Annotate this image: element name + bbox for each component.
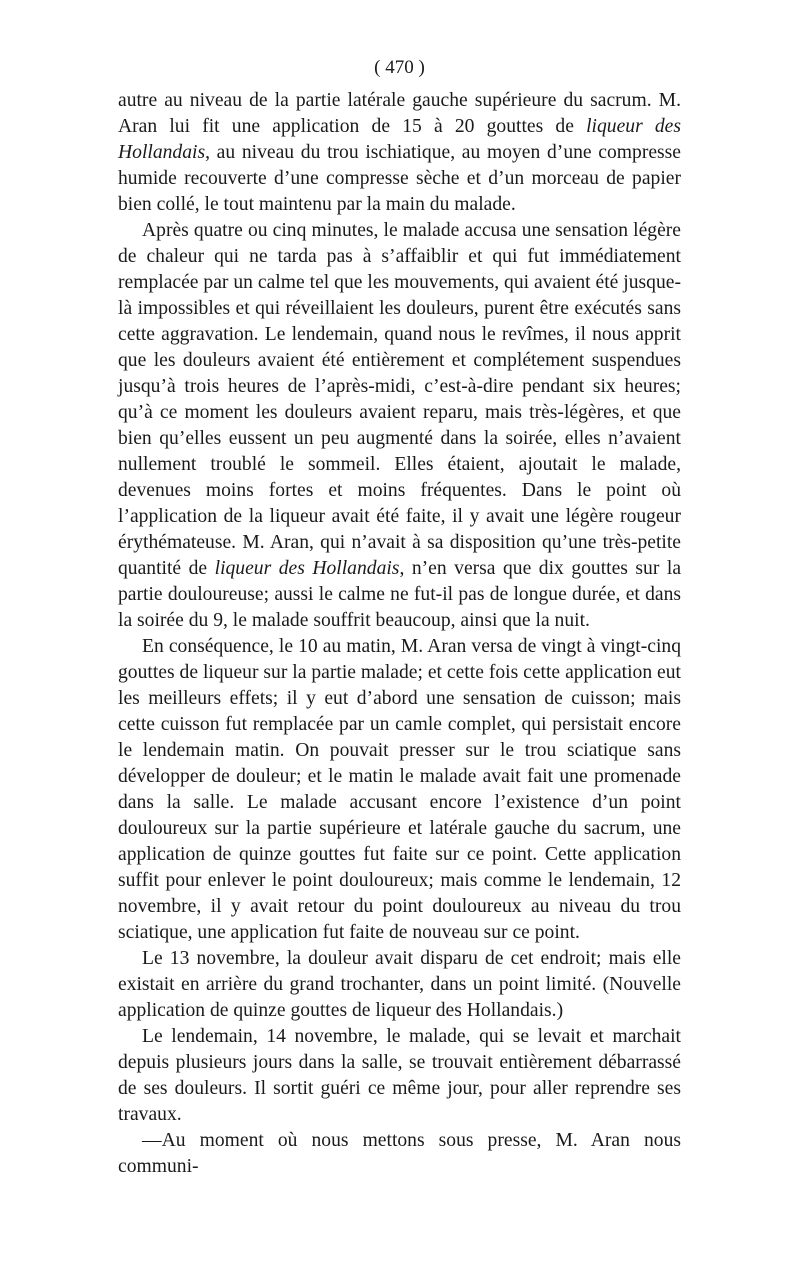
- paragraph-6-text: —Au moment où nous mettons sous presse, M. Aran nous communi-: [118, 1130, 681, 1177]
- paragraph-2-text-2: , n’en versa que dix gouttes sur la partie douloureuse; aussi le calme ne fut-il pas de longue durée, et dans la soirée du 9, le malade souffrit beaucoup, ainsi que la nuit.: [118, 558, 682, 631]
- paragraph-1-italic-term: liqueur des Hollandais: [118, 116, 681, 163]
- paragraph-2-text-1: Après quatre ou cinq minutes, le malade accusa une sensation légère de chaleur qui ne tarda pas à s’affaiblir et qui fut immédiatement remplacée par un calme tel que les mouvements, qui avaient été jusque-là impossibles et qui réveillaient les douleurs, purent être exécutés sans cette aggravation. Le lendemain, quand nous le revîmes, il nous apprit que les douleurs avaient été entièrement et complétement suspendues jusqu’à trois heures de l’après-midi, c’est-à-dire pendant six heures; qu’à ce moment les douleurs avaient reparu, mais très-légères, et que bien qu’elles eussent un peu augmenté dans la soirée, elles n’avaient nullement troublé le sommeil. Elles étaient, ajoutait le malade, devenues moins fortes et moins fréquentes. Dans le point où l’application de la liqueur avait été faite, il y avait une légère rougeur érythémateuse. M. Aran, qui n’avait à sa disposition qu’une très-petite quantité de: [118, 220, 681, 579]
- book-page: [118, 56, 681, 1180]
- paragraph-2-italic-term: liqueur des Hollandais: [214, 558, 400, 579]
- paragraph-1: [118, 88, 681, 218]
- paragraph-3-text: En conséquence, le 10 au matin, M. Aran versa de vingt à vingt-cinq gouttes de liqueur sur la partie malade; et cette fois cette application eut les meilleurs effets; il y eut d’abord une sensation de cuisson; mais cette cuisson fut remplacée par un camle complet, qui persistait encore le lendemain matin. On pouvait presser sur le trou sciatique sans développer de douleur; et le matin le malade avait fait une promenade dans la salle. Le malade accusant encore l’existence d’un point douloureux sur la partie supérieure et latérale gauche du sacrum, une application de quinze gouttes fut faite sur ce point. Cette application suffit pour enlever le point douloureux; mais comme le lendemain, 12 novembre, il y avait retour du point douloureux au niveau du trou sciatique, une application fut faite de nouveau sur ce point.: [118, 636, 681, 943]
- paragraph-4-text: Le 13 novembre, la douleur avait disparu de cet endroit; mais elle existait en arrière du grand trochanter, dans un point limité. (Nouvelle application de quinze gouttes de liqueur des Hollandais.): [118, 948, 681, 1021]
- paragraph-1-text-2: , au niveau du trou ischiatique, au moyen d’une compresse humide recouverte d’une compresse sèche et d’un morceau de papier bien collé, le tout maintenu par la main du malade.: [118, 142, 681, 215]
- paragraph-1-text-1: autre au niveau de la partie latérale gauche supérieure du sacrum. M. Aran lui fit une application de 15 à 20 gouttes de: [118, 90, 681, 137]
- page-number: ( 470 ): [374, 57, 425, 78]
- paragraph-5-text: Le lendemain, 14 novembre, le malade, qui se levait et marchait depuis plusieurs jours dans la salle, se trouvait entièrement débarrassé de ses douleurs. Il sortit guéri ce même jour, pour aller reprendre ses travaux.: [118, 1026, 681, 1125]
- paragraph-6: [118, 1128, 681, 1180]
- paragraph-3: [118, 634, 681, 946]
- paragraph-2: [118, 218, 681, 634]
- paragraph-4: [118, 946, 681, 1024]
- paragraph-5: [118, 1024, 681, 1128]
